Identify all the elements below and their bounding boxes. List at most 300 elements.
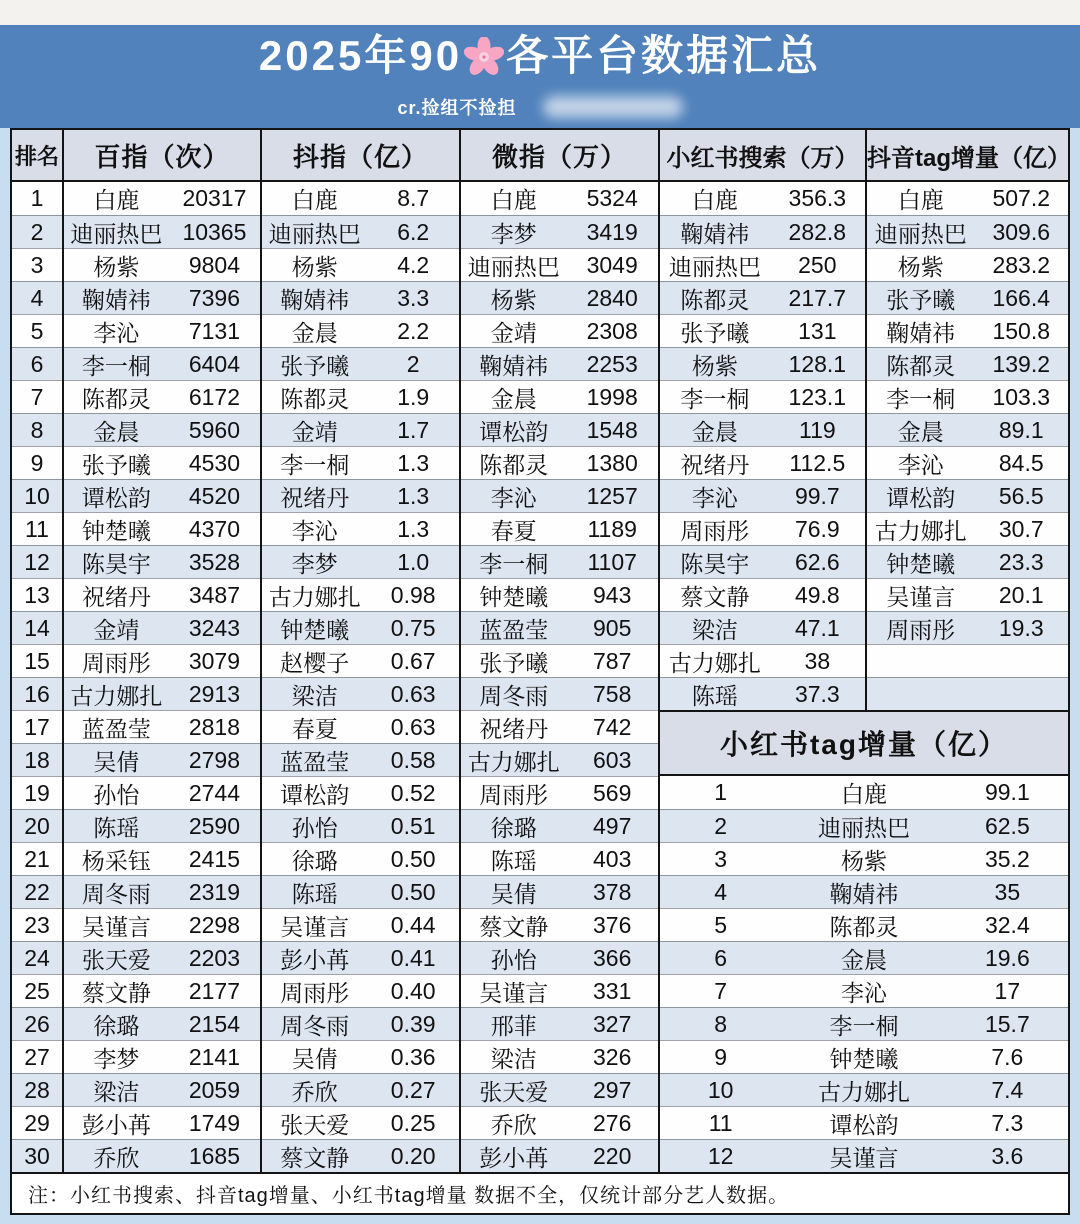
value-cell: 0.44 — [390, 911, 436, 938]
table-row — [262, 677, 459, 710]
table-row — [64, 908, 260, 941]
column-body — [461, 182, 658, 1172]
value-cell: 49.8 — [794, 581, 840, 608]
data-table — [10, 128, 1070, 1215]
rank-cell: 5 — [30, 317, 44, 344]
table-row — [867, 479, 1068, 512]
artist-name-cell: 鞠婧祎 — [886, 319, 956, 346]
artist-name-cell: 古力娜扎 — [70, 682, 163, 709]
table-row — [12, 479, 62, 512]
table-row — [64, 1073, 260, 1106]
artist-name-cell: 张予曦 — [886, 286, 956, 313]
value-cell: 905 — [593, 614, 632, 641]
table-row — [660, 611, 865, 644]
table-row — [12, 545, 62, 578]
table-row — [461, 413, 658, 446]
value-cell: 1.3 — [397, 449, 430, 476]
right-section — [660, 130, 1071, 1172]
table-row — [12, 413, 62, 446]
table-row — [262, 908, 459, 941]
table-row — [867, 314, 1068, 347]
xhs-tag-table — [660, 710, 1068, 1172]
value-cell: 497 — [593, 812, 632, 839]
table-row — [461, 644, 658, 677]
value-cell: 2319 — [188, 878, 240, 905]
rank-cell: 12 — [24, 548, 50, 575]
artist-name-cell: 金晨 — [691, 418, 738, 445]
table-row — [660, 776, 1068, 809]
artist-name-cell: 白鹿 — [897, 187, 944, 213]
table-row — [867, 347, 1068, 380]
table-row — [461, 974, 658, 1007]
table-row — [660, 446, 865, 479]
value-cell: 7.3 — [991, 1109, 1024, 1136]
value-cell: 0.98 — [390, 581, 436, 608]
table-row — [867, 512, 1068, 545]
artist-name-cell: 徐璐 — [93, 1012, 140, 1039]
artist-name-cell: 周冬雨 — [280, 1012, 350, 1039]
value-cell: 507.2 — [992, 185, 1051, 211]
table-row — [461, 347, 658, 380]
value-cell: 283.2 — [992, 251, 1051, 278]
artist-name-cell: 乔欣 — [490, 1111, 537, 1138]
value-cell: 99.1 — [984, 779, 1030, 805]
table-row — [660, 1139, 1068, 1172]
value-cell: 331 — [593, 977, 632, 1004]
table-row — [461, 281, 658, 314]
artist-name-cell: 张予曦 — [81, 451, 151, 478]
value-cell: 3243 — [188, 614, 240, 641]
table-row — [461, 314, 658, 347]
artist-name-cell: 蔡文静 — [81, 979, 151, 1006]
artist-name-cell: 迪丽热巴 — [874, 220, 967, 247]
table-row — [461, 215, 658, 248]
top-margin — [0, 0, 1080, 25]
value-cell: 327 — [593, 1010, 632, 1037]
value-cell: 1548 — [586, 416, 638, 443]
value-cell: 17 — [994, 977, 1021, 1004]
table-row — [12, 248, 62, 281]
artist-name-cell: 古力娜扎 — [668, 649, 761, 676]
value-cell: 0.67 — [390, 647, 436, 674]
rank-cell: 11 — [25, 515, 49, 542]
table-row — [12, 512, 62, 545]
value-cell: 326 — [593, 1043, 632, 1070]
value-cell: 19.3 — [998, 614, 1044, 641]
artist-name-cell: 祝绪丹 — [479, 715, 549, 742]
table-row — [12, 314, 62, 347]
table-row — [461, 578, 658, 611]
value-cell: 3049 — [586, 251, 638, 278]
value-cell: 1.9 — [397, 383, 430, 410]
table-row — [64, 941, 260, 974]
table-row — [660, 380, 865, 413]
value-cell: 2059 — [188, 1076, 240, 1103]
column-header: 百指（次） — [64, 130, 260, 182]
value-cell: 1998 — [586, 383, 638, 410]
value-cell: 7396 — [188, 284, 240, 311]
value-cell: 139.2 — [992, 350, 1051, 377]
sakura-flower-icon — [464, 37, 504, 77]
artist-name-cell: 蓝盈莹 — [81, 715, 151, 742]
artist-name-cell: 孙怡 — [93, 781, 140, 808]
rank-column — [12, 130, 64, 1172]
table-row — [64, 677, 260, 710]
artist-name-cell: 陈都灵 — [280, 385, 350, 412]
artist-name-cell: 鞠婧祎 — [479, 352, 549, 379]
table-row — [262, 281, 459, 314]
table-row — [660, 644, 865, 677]
artist-name-cell: 彭小苒 — [81, 1111, 151, 1138]
rank-cell: 29 — [24, 1109, 50, 1136]
value-cell: 1.0 — [397, 548, 430, 575]
table-row — [461, 479, 658, 512]
table-row — [64, 182, 260, 215]
artist-name-cell: 李沁 — [93, 319, 140, 346]
table-row — [660, 1007, 1068, 1040]
value-cell: 0.58 — [390, 746, 436, 773]
value-cell: 6404 — [188, 350, 240, 377]
table-row — [262, 941, 459, 974]
rank-cell: 27 — [24, 1043, 50, 1070]
artist-name-cell: 吴倩 — [490, 880, 537, 907]
value-cell: 4530 — [188, 449, 240, 476]
table-row — [262, 215, 459, 248]
artist-name-cell: 梁洁 — [291, 682, 338, 709]
table-row — [660, 248, 865, 281]
artist-name-cell: 张天爱 — [280, 1111, 350, 1138]
artist-name-cell: 周雨彤 — [680, 517, 750, 544]
artist-name-cell: 张予曦 — [280, 352, 350, 379]
artist-name-cell: 迪丽热巴 — [268, 220, 361, 247]
column-header: 抖音tag增量（亿） — [867, 130, 1068, 182]
rank-cell: 30 — [24, 1142, 50, 1169]
artist-name-cell: 蔡文静 — [479, 913, 549, 940]
rank-cell: 18 — [24, 746, 50, 773]
value-cell: 84.5 — [998, 449, 1044, 476]
value-cell: 603 — [593, 746, 632, 773]
value-cell: 10365 — [182, 218, 247, 245]
table-row — [262, 1106, 459, 1139]
value-cell: 403 — [593, 845, 632, 872]
artist-name-cell: 孙怡 — [490, 946, 537, 973]
value-cell: 0.50 — [390, 878, 436, 905]
artist-name-cell: 钟楚曦 — [280, 616, 350, 643]
value-cell: 378 — [593, 878, 632, 905]
artist-name-cell: 谭松韵 — [886, 484, 956, 511]
artist-name-cell: 白鹿 — [291, 187, 338, 213]
artist-name-cell: 李一桐 — [280, 451, 350, 478]
value-cell: 2203 — [188, 944, 240, 971]
artist-name-cell: 陈都灵 — [680, 286, 750, 313]
value-cell: 4.2 — [397, 251, 430, 278]
value-cell: 62.6 — [794, 548, 840, 575]
artist-name-cell: 周雨彤 — [479, 781, 549, 808]
artist-name-cell: 蓝盈莹 — [280, 748, 350, 775]
table-row — [64, 215, 260, 248]
name-cell: 李沁 — [841, 979, 887, 1006]
artist-name-cell: 金靖 — [291, 418, 338, 445]
name-cell: 吴谨言 — [829, 1144, 899, 1171]
table-row — [64, 545, 260, 578]
table-row — [660, 215, 865, 248]
value-cell: 47.1 — [794, 614, 840, 641]
column-body — [867, 182, 1068, 710]
table-row — [12, 578, 62, 611]
rank-cell: 11 — [708, 1109, 733, 1136]
artist-name-cell: 李梦 — [291, 550, 338, 577]
table-row — [660, 1040, 1068, 1073]
artist-name-cell: 张天爱 — [479, 1078, 549, 1105]
value-cell: 276 — [593, 1109, 632, 1136]
table-row — [12, 644, 62, 677]
artist-name-cell: 白鹿 — [93, 187, 140, 213]
table-row — [660, 875, 1068, 908]
artist-name-cell: 梁洁 — [691, 616, 738, 643]
rank-cell: 1 — [30, 185, 44, 211]
artist-name-cell: 祝绪丹 — [81, 583, 151, 610]
artist-name-cell: 吴谨言 — [81, 913, 151, 940]
artist-name-cell: 杨紫 — [291, 253, 338, 280]
footnote-text: 注：小红书搜索、抖音tag增量、小红书tag增量 数据不全，仅统计部分艺人数据。 — [28, 1185, 790, 1207]
table-row — [660, 974, 1068, 1007]
watermark-blur — [543, 96, 683, 118]
rank-cell: 19 — [24, 779, 50, 806]
artist-name-cell: 蔡文静 — [280, 1144, 350, 1171]
table-row — [64, 875, 260, 908]
table-row — [64, 347, 260, 380]
artist-name-cell: 李沁 — [897, 451, 944, 478]
value-cell: 103.3 — [992, 383, 1051, 410]
table-row — [461, 380, 658, 413]
rank-cell: 12 — [707, 1142, 734, 1169]
rank-cell: 8 — [30, 416, 44, 443]
table-row — [461, 875, 658, 908]
value-cell: 37.3 — [794, 680, 840, 707]
rank-cell: 7 — [30, 383, 44, 410]
table-row — [12, 743, 62, 776]
artist-name-cell: 金晨 — [291, 319, 338, 346]
rank-cell: 1 — [714, 779, 728, 805]
rank-cell: 2 — [30, 218, 44, 245]
table-row — [660, 479, 865, 512]
artist-name-cell: 吴谨言 — [280, 913, 350, 940]
artist-name-cell: 徐璐 — [291, 847, 338, 874]
table-row — [12, 941, 62, 974]
rank-cell: 8 — [714, 1010, 728, 1037]
value-cell: 1189 — [587, 515, 637, 542]
table-row — [660, 908, 1068, 941]
value-cell: 3528 — [188, 548, 240, 575]
table-row — [262, 1073, 459, 1106]
table-row — [64, 1040, 260, 1073]
name-cell: 鞠婧祎 — [829, 880, 899, 907]
table-grid — [12, 130, 1071, 1172]
artist-name-cell: 梁洁 — [490, 1045, 537, 1072]
artist-name-cell: 陈都灵 — [81, 385, 151, 412]
value-cell: 35.2 — [984, 845, 1030, 872]
value-cell: 0.51 — [390, 812, 436, 839]
value-cell: 356.3 — [788, 185, 847, 211]
value-cell: 4520 — [188, 482, 240, 509]
table-row — [262, 413, 459, 446]
artist-name-cell: 周雨彤 — [886, 616, 956, 643]
table-row — [262, 512, 459, 545]
table-row — [12, 1040, 62, 1073]
value-cell: 0.41 — [390, 944, 436, 971]
value-cell: 758 — [593, 680, 632, 707]
artist-name-cell: 李沁 — [291, 517, 338, 544]
artist-name-cell: 钟楚曦 — [886, 550, 956, 577]
value-cell: 1380 — [586, 449, 638, 476]
artist-name-cell: 祝绪丹 — [680, 451, 750, 478]
table-row — [64, 314, 260, 347]
artist-name-cell: 春夏 — [291, 715, 338, 742]
rank-cell: 9 — [30, 449, 44, 476]
artist-name-cell: 钟楚曦 — [479, 583, 549, 610]
table-row — [64, 380, 260, 413]
rank-cell: 26 — [24, 1010, 50, 1037]
artist-name-cell: 谭松韵 — [280, 781, 350, 808]
column-xhs-search — [660, 130, 867, 710]
value-cell: 2798 — [188, 746, 240, 773]
artist-name-cell: 李一桐 — [81, 352, 151, 379]
table-row — [64, 974, 260, 1007]
table-row — [64, 446, 260, 479]
table-row — [64, 248, 260, 281]
value-cell: 89.1 — [998, 416, 1044, 443]
value-cell: 4370 — [188, 515, 240, 542]
value-cell: 2415 — [188, 845, 240, 872]
rank-cell: 3 — [30, 251, 44, 278]
table-row — [461, 248, 658, 281]
xhs-tag-table-body — [660, 776, 1068, 1172]
table-row — [867, 215, 1068, 248]
table-row — [262, 743, 459, 776]
value-cell: 20317 — [182, 185, 247, 211]
artist-name-cell: 张予曦 — [680, 319, 750, 346]
value-cell: 2 — [406, 350, 420, 377]
name-cell: 杨紫 — [841, 847, 887, 874]
value-cell: 5960 — [188, 416, 240, 443]
table-row — [262, 1139, 459, 1172]
rank-cell: 28 — [24, 1076, 50, 1103]
value-cell: 128.1 — [788, 350, 847, 377]
table-row — [262, 578, 459, 611]
value-cell: 62.5 — [984, 812, 1030, 839]
table-row — [12, 446, 62, 479]
table-row — [262, 875, 459, 908]
table-row — [12, 182, 62, 215]
value-cell: 2141 — [188, 1043, 240, 1070]
table-row — [262, 545, 459, 578]
column-body — [262, 182, 459, 1172]
table-row — [12, 842, 62, 875]
table-row — [64, 776, 260, 809]
table-row — [867, 413, 1068, 446]
artist-name-cell: 古力娜扎 — [268, 583, 361, 610]
value-cell: 3487 — [188, 581, 240, 608]
artist-name-cell: 李一桐 — [680, 385, 750, 412]
artist-name-cell: 陈昊宇 — [680, 550, 750, 577]
value-cell: 2253 — [586, 350, 638, 377]
table-row — [64, 710, 260, 743]
table-row — [461, 446, 658, 479]
value-cell: 2177 — [188, 977, 240, 1004]
table-row — [461, 182, 658, 215]
table-row — [262, 380, 459, 413]
rank-cell: 9 — [714, 1043, 728, 1070]
artist-name-cell: 祝绪丹 — [280, 484, 350, 511]
artist-name-cell: 乔欣 — [93, 1144, 140, 1171]
rank-cell: 17 — [24, 713, 50, 740]
name-cell: 谭松韵 — [829, 1111, 899, 1138]
value-cell: 8.7 — [397, 185, 430, 211]
rank-cell: 10 — [707, 1076, 734, 1103]
name-cell: 李一桐 — [829, 1012, 899, 1039]
value-cell: 7.6 — [991, 1043, 1024, 1070]
table-row — [262, 1040, 459, 1073]
rank-cell: 6 — [714, 944, 728, 971]
value-cell: 1749 — [188, 1109, 240, 1136]
value-cell: 0.25 — [390, 1109, 436, 1136]
table-row — [64, 842, 260, 875]
table-row — [461, 743, 658, 776]
artist-name-cell: 金晨 — [897, 418, 944, 445]
page-title-prefix: 2025年90 — [258, 32, 463, 80]
value-cell: 0.39 — [390, 1010, 436, 1037]
rank-cell: 25 — [24, 977, 50, 1004]
table-row — [12, 1139, 62, 1172]
value-cell: 376 — [593, 911, 632, 938]
artist-name-cell: 金晨 — [93, 418, 140, 445]
value-cell: 1257 — [586, 482, 638, 509]
footnote — [12, 1172, 1068, 1213]
column-header: 小红书搜索（万） — [660, 130, 865, 182]
table-row — [867, 578, 1068, 611]
value-cell: 76.9 — [794, 515, 840, 542]
table-row — [461, 809, 658, 842]
column-douyin-index — [262, 130, 461, 1172]
table-row — [461, 1073, 658, 1106]
value-cell: 2818 — [188, 713, 240, 740]
table-row — [660, 578, 865, 611]
table-row — [660, 842, 1068, 875]
table-row — [867, 545, 1068, 578]
table-row — [12, 281, 62, 314]
table-row — [64, 644, 260, 677]
table-row — [461, 941, 658, 974]
artist-name-cell: 鞠婧祎 — [81, 286, 151, 313]
value-cell: 19.6 — [984, 944, 1030, 971]
artist-name-cell: 杨紫 — [691, 352, 738, 379]
rank-cell: 16 — [24, 680, 50, 707]
artist-name-cell: 白鹿 — [691, 187, 738, 213]
column-douyin-tag — [867, 130, 1071, 710]
artist-name-cell: 邢菲 — [490, 1012, 537, 1039]
table-row — [262, 314, 459, 347]
rank-cell: 10 — [24, 482, 50, 509]
value-cell: 119 — [798, 416, 836, 443]
table-row — [461, 1106, 658, 1139]
table-row — [12, 677, 62, 710]
table-row — [660, 347, 865, 380]
value-cell: 2154 — [188, 1010, 240, 1037]
artist-name-cell: 彭小苒 — [479, 1144, 549, 1171]
value-cell: 5324 — [586, 185, 638, 211]
table-row — [660, 182, 865, 215]
table-row — [262, 710, 459, 743]
